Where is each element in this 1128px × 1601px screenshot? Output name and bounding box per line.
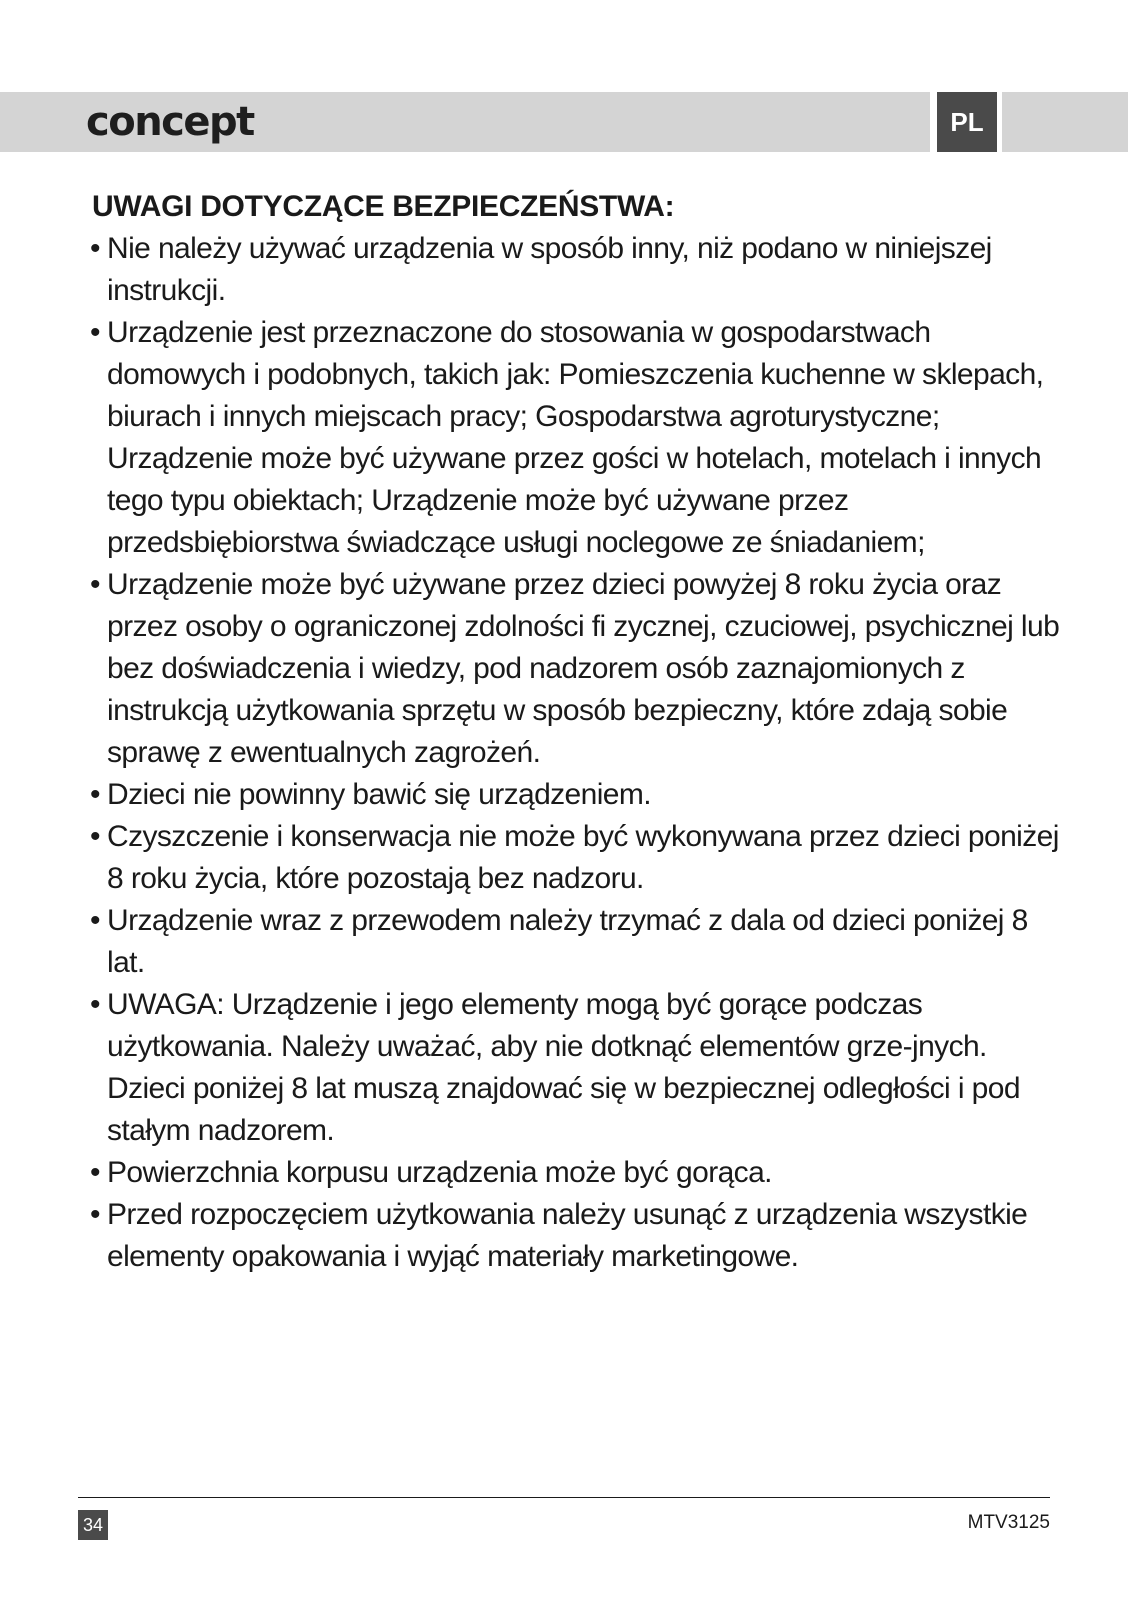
list-item-text: Powierzchnia korpusu urządzenia może być gorąca.	[107, 1156, 772, 1189]
language-badge: PL	[937, 92, 997, 152]
list-item	[92, 1152, 1062, 1194]
list-item-text: UWAGA: Urządzenie i jego elementy mogą być gorące podczas użytkowania. Należy uważać, aby nie dotknąć elementów grze-jnych. Dzieci poniżej 8 lat muszą znajdować się w bezpiecznej odległości i pod stałym nadzorem.	[107, 988, 1020, 1147]
bullet: •	[90, 232, 100, 265]
list-item-text: Urządzenie może być używane przez dzieci powyżej 8 roku życia oraz przez osoby o ograniczonej zdolności fi zycznej, czuciowej, psychicznej lub bez doświadczenia i wiedzy, pod nadzorem osób zaznajomionych z instrukcją użytkowania sprzętu w sposób bezpieczny, które zdają sobie sprawę z ewentualnych zagrożeń.	[107, 568, 1060, 769]
bullet: •	[90, 904, 100, 937]
list-item-text: Przed rozpoczęciem użytkowania należy usunąć z urządzenia wszystkie elementy opakowania i wyjąć materiały marketingowe.	[107, 1198, 1028, 1273]
bullet: •	[90, 1198, 100, 1231]
model-number: MTV3125	[967, 1512, 1050, 1533]
list-item	[92, 816, 1062, 900]
list-item-text: Urządzenie wraz z przewodem należy trzymać z dala od dzieci poniżej 8 lat.	[107, 904, 1028, 979]
list-item-text: Dzieci nie powinny bawić się urządzeniem.	[107, 778, 651, 811]
safety-section	[92, 186, 1062, 1278]
section-title: UWAGI DOTYCZĄCE BEZPIECZEŃSTWA:	[92, 190, 675, 223]
footer-divider	[78, 1497, 1050, 1498]
bullet: •	[90, 988, 100, 1021]
list-item	[92, 1194, 1062, 1278]
list-item	[92, 984, 1062, 1152]
list-item	[92, 228, 1062, 312]
list-item	[92, 900, 1062, 984]
bullet: •	[90, 568, 100, 601]
bullet: •	[90, 316, 100, 349]
list-item	[92, 774, 1062, 816]
list-item	[92, 312, 1062, 564]
bullet: •	[90, 820, 100, 853]
bullet: •	[90, 1156, 100, 1189]
list-item-text: Czyszczenie i konserwacja nie może być wykonywana przez dzieci poniżej 8 roku życia, które pozostają bez nadzoru.	[107, 820, 1059, 895]
safety-list	[92, 228, 1062, 1278]
bullet: •	[90, 778, 100, 811]
list-item	[92, 564, 1062, 774]
list-item-text: Nie należy używać urządzenia w sposób inny, niż podano w niniejszej instrukcji.	[107, 232, 992, 307]
brand-logo: concept	[86, 99, 254, 145]
list-item-text: Urządzenie jest przeznaczone do stosowania w gospodarstwach domowych i podobnych, takich jak: Pomieszczenia kuchenne w sklepach, biurach i innych miejscach pracy; Gospodarstwa agroturystyczne; Urządzenie może być używane przez gości w hotelach, motelach i innych tego typu obiektach; Urządzenie może być używane przez przedsbiębiorstwa świadczące usługi noclegowe ze śniadaniem;	[107, 316, 1044, 559]
page-number: 34	[78, 1510, 108, 1540]
